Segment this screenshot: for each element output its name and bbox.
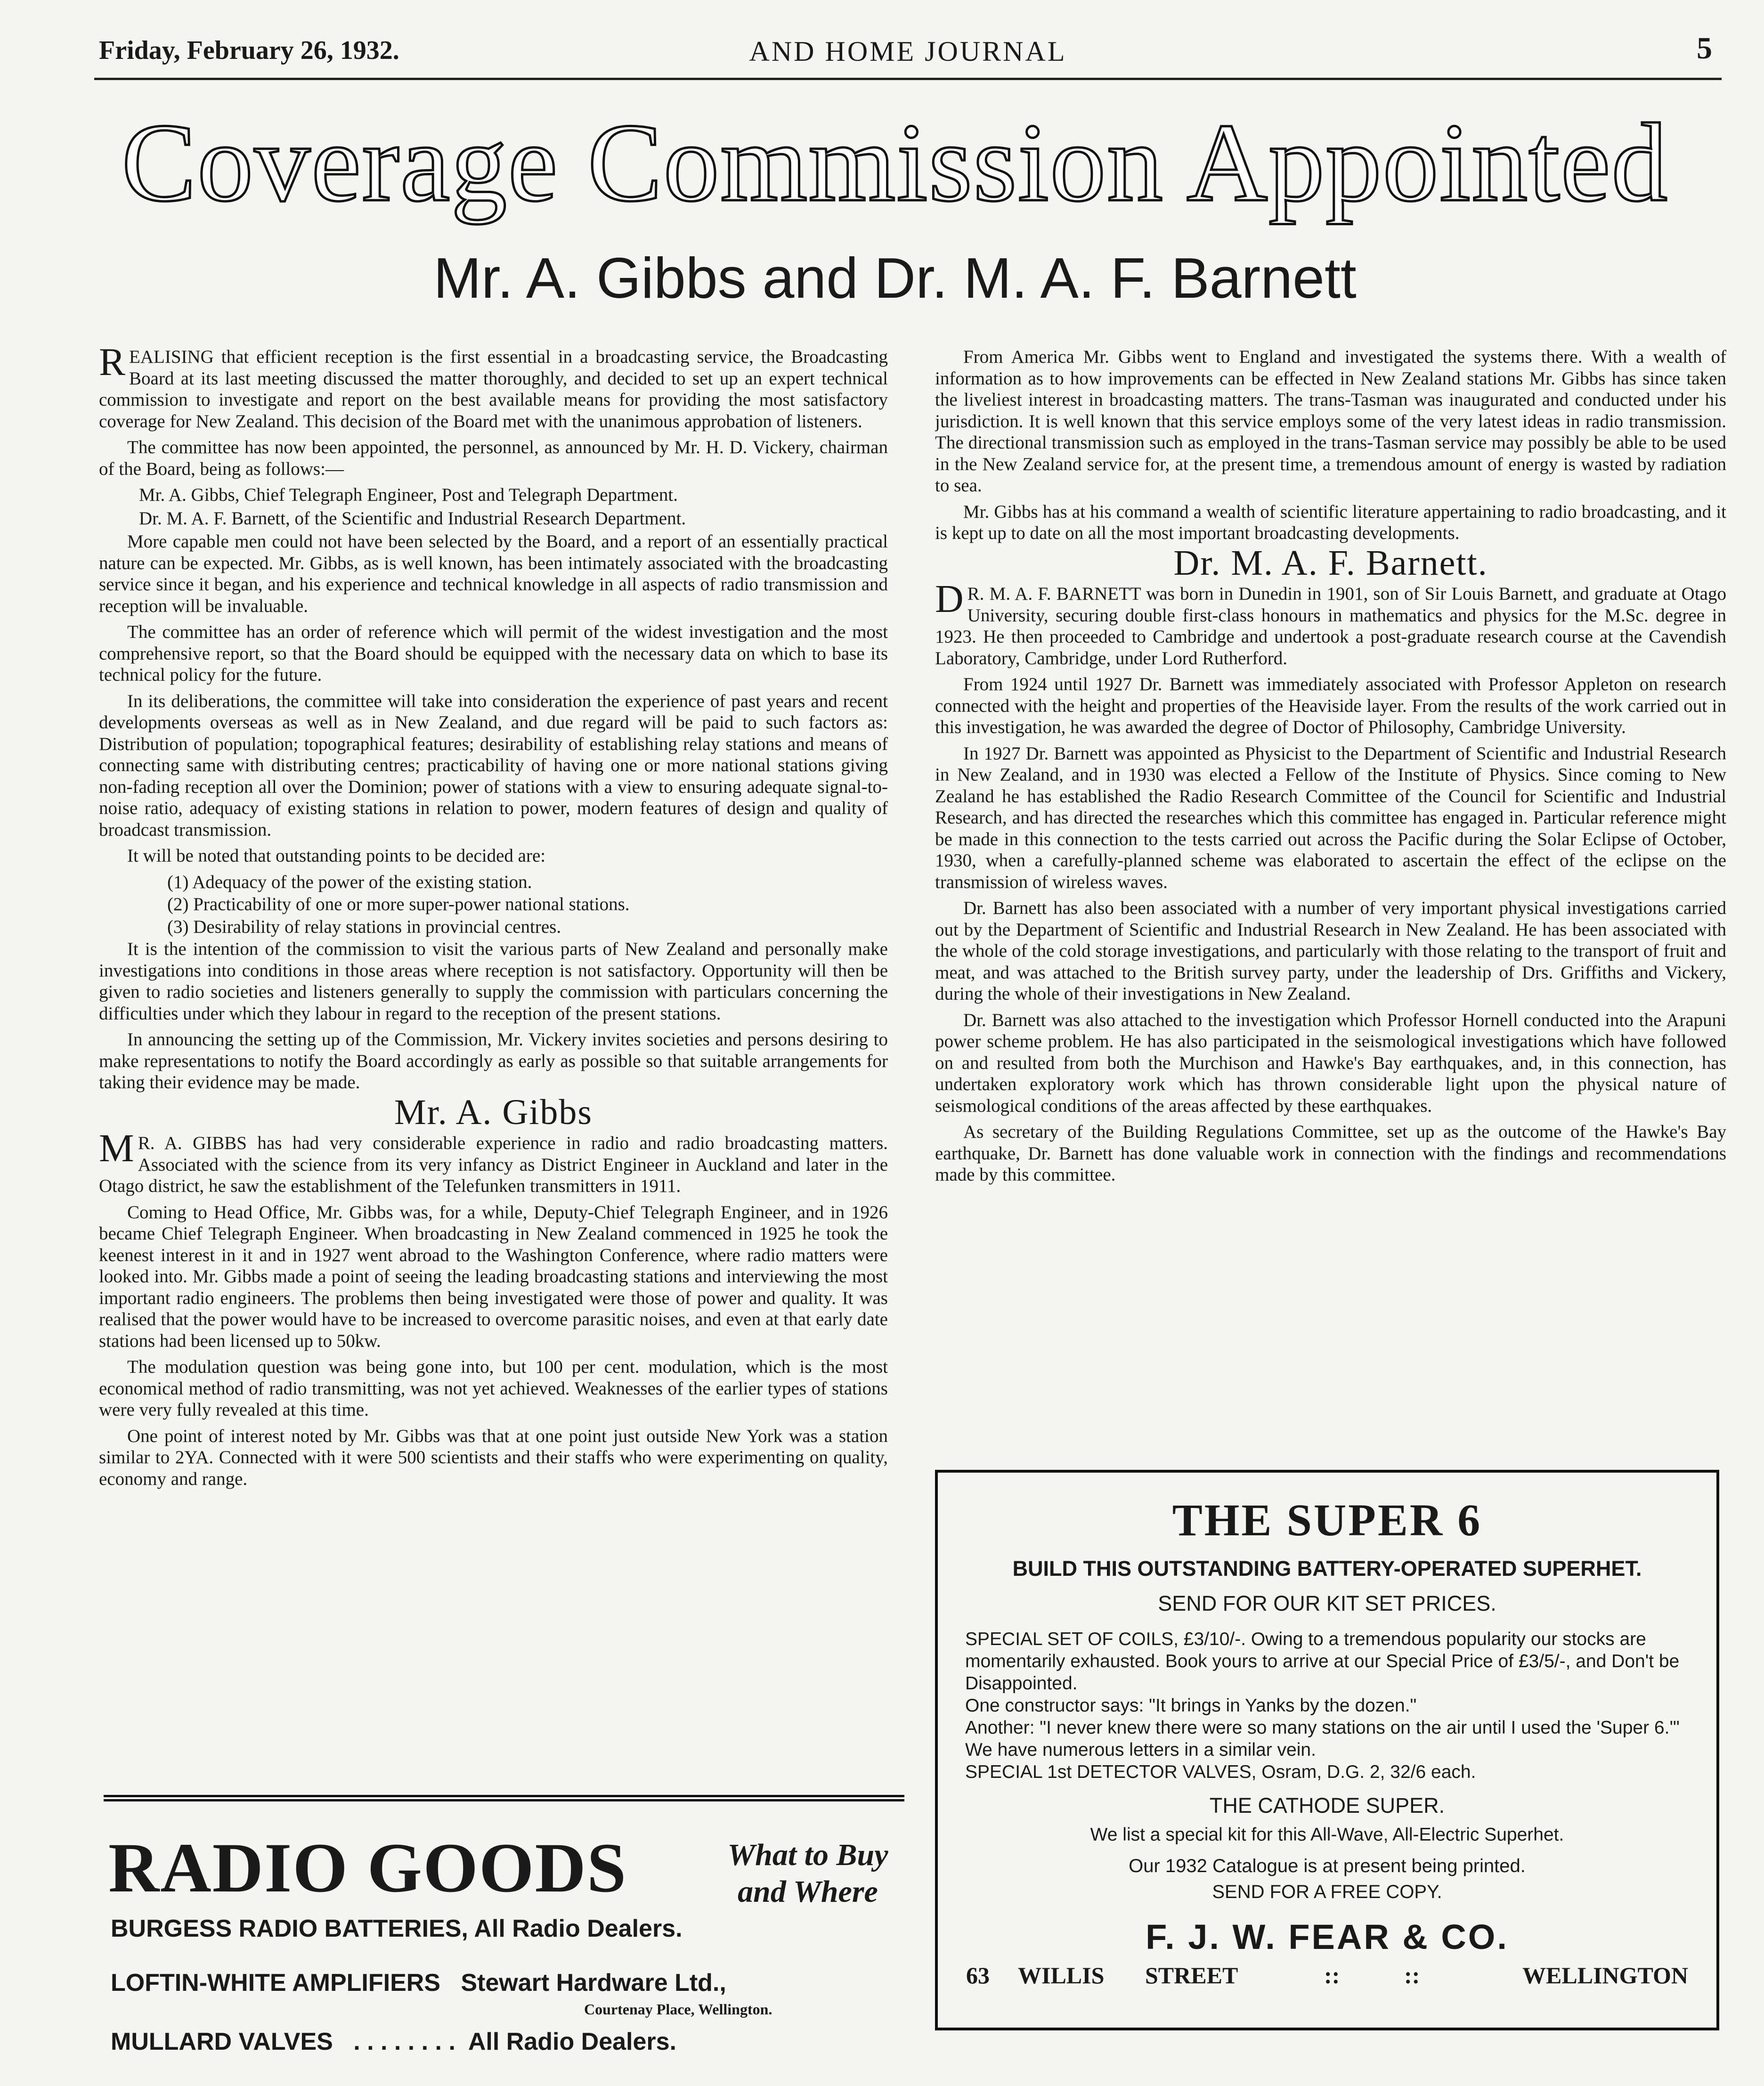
address-number: 63 <box>966 1962 990 1988</box>
super6-body-text: SPECIAL SET OF COILS, £3/10/-. Owing to a tremendous popularity our stocks are momentarily exhausted. Book yours to arrive at our Special Price of £3/5/-, and Don't be Disappointed. <box>965 1629 1680 1694</box>
paragraph: In announcing the setting up of the Commission, Mr. Vickery invites societies and persons desiring to make representations to notify the Board accordingly as early as possible so that suitable arrangements for taking their evidence may be made. <box>99 1029 888 1092</box>
intro-text: EALISING that efficient reception is the first essential in a broadcasting service, the Broadcasting Board at its last meeting discussed the matter thoroughly, and decided to set up an expert technical commission to investigate and report on the best available means for providing the most satisfactory coverage for New Zealand. This decision of the Board met with the unanimous approbation of listeners. <box>99 347 888 432</box>
paragraph: Coming to Head Office, Mr. Gibbs was, for a while, Deputy-Chief Telegraph Engineer, and in 1926 became Chief Telegraph Engineer. When broadcasting in New Zealand commenced in 1925 he took the keenest interest in it and in 1927 went abroad to the Washington Conference, where radio matters were looked into. Mr. Gibbs made a point of seeing the leading broadcasting stations and interviewing the most important radio engineers. The problems then being investigated were those of power and quality. It was realised that the power would have to be increased to overcome parasitic noises, and even at that early date stations had been licensed up to 50kw. <box>99 1202 888 1351</box>
address-separator: :: <box>1324 1962 1340 1988</box>
subheadline: Mr. A. Gibbs and Dr. M. A. F. Barnett <box>433 246 1357 310</box>
numbered-point: (3) Desirability of relay stations in provincial centres. <box>167 916 561 937</box>
paragraph: The modulation question was being gone into, but 100 per cent. modulation, which is the most economical method of radio transmitting, was not yet achieved. Weaknesses of the earlier types of stations were very fully revealed at this time. <box>99 1357 888 1420</box>
advert-row <box>111 2028 676 2056</box>
dropcap: R <box>99 346 126 384</box>
paragraph: It will be noted that outstanding points to be decided are: <box>127 846 546 866</box>
tagline-line: What to Buy <box>727 1838 888 1872</box>
paragraph: Dr. Barnett has also been associated with a number of very important physical investigations carried out by the Department of Scientific and Industrial Research in New Zealand. He has been associated with the whole of the cold storage investigations, and particularly with those relating to the transport of fruit and meat, and was attached to the British survey party, under the leadership of Drs. Griffiths and Vickery, during the whole of their investigations in New Zealand. <box>935 898 1726 1004</box>
barnett-intro-paragraph <box>935 577 1726 669</box>
company-address <box>966 1962 1688 1990</box>
paragraph: Dr. Barnett was also attached to the investigation which Professor Hornell conducted into the Arapuni power scheme problem. He has also participated in the seismological investigations which have followed on and resulted from both the Murchison and Hawke's Bay earthquakes, and, in this connection, has undertaken exploratory work which has thrown considerable light upon the physical nature of seismological conditions of the areas affected by these earthquakes. <box>935 1010 1726 1116</box>
paragraph: Mr. Gibbs has at his command a wealth of scientific literature appertaining to radio broadcasting, and it is kept up to date on all the most important broadcasting developments. <box>935 501 1726 543</box>
headline: Coverage Commission Appointed <box>121 101 1668 225</box>
page-number: 5 <box>1697 31 1712 65</box>
tagline-line: and Where <box>738 1874 878 1909</box>
dropcap: D <box>935 577 964 621</box>
advert-stockist: All Radio Dealers. <box>468 2028 677 2055</box>
committee-member: Mr. A. Gibbs, Chief Telegraph Engineer, Post and Telegraph Department. <box>139 485 678 505</box>
paragraph: From 1924 until 1927 Dr. Barnett was immediately associated with Professor Appleton on research connected with the height and properties of the Heaviside layer. From the results of the work carried out in this investigation, he was awarded the degree of Doctor of Philosophy, Cambridge University. <box>935 674 1726 737</box>
paragraph: The committee has now been appointed, the personnel, as announced by Mr. H. D. Vickery, chairman of the Board, being as follows:— <box>99 437 888 479</box>
paragraph: One point of interest noted by Mr. Gibbs was that at one point just outside New York was a station similar to 2YA. Connected with it were 500 scientists and their staffs who were experimenting on quality, economy and range. <box>99 1426 888 1489</box>
barnett-heading: Dr. M. A. F. Barnett. <box>1173 543 1488 583</box>
company-name: F. J. W. FEAR & CO. <box>1146 1917 1509 1956</box>
gibbs-intro-paragraph <box>99 1126 888 1197</box>
cathode-text: We list a special kit for this All-Wave, All-Electric Superhet. <box>1090 1825 1564 1845</box>
running-head <box>94 26 1722 80</box>
right-column <box>935 346 1726 1453</box>
barnett-intro-text: R. M. A. F. BARNETT was born in Dunedin in 1901, son of Sir Louis Barnett, and graduate at Otago University, securing double first-class honours in mathematics and physics for the M.Sc. degree in 1923. He then proceeded to Cambridge and undertook a post-graduate research course at the Cavendish Laboratory, Cambridge, under Lord Rutherford. <box>935 584 1726 668</box>
paragraph: The committee has an order of reference which will permit of the widest investigation and the most comprehensive report, so that the Board should be equipped with the necessary data on which to base its technical policy for the future. <box>99 622 888 685</box>
gibbs-heading: Mr. A. Gibbs <box>394 1092 593 1132</box>
super6-title: THE SUPER 6 <box>1172 1495 1482 1545</box>
paragraph: In 1927 Dr. Barnett was appointed as Physicist to the Department of Scientific and Industrial Research in New Zealand, and in 1930 was elected a Fellow of the Institute of Physics. Since coming to New Zealand he has established the Radio Research Committee of the Council for Scientific and Industrial Research, and has directed the researches which this committee has engaged in. Particular reference might be made in this connection to the tests carried out across the Pacific during the Solar Eclipse of October, 1930, when a carefully-planned scheme was elaborated to ascertain the effect of the eclipse on the transmission of wireless waves. <box>935 743 1726 892</box>
super6-line: BUILD THIS OUTSTANDING BATTERY-OPERATED SUPERHET. <box>1012 1556 1642 1581</box>
free-copy-text: SEND FOR A FREE COPY. <box>1212 1882 1442 1902</box>
address-city: WELLINGTON <box>1522 1962 1688 1988</box>
address-separator: :: <box>1404 1962 1420 1988</box>
committee-member: Dr. M. A. F. Barnett, of the Scientific and Industrial Research Department. <box>139 508 686 529</box>
cathode-heading: THE CATHODE SUPER. <box>1209 1793 1445 1817</box>
numbered-point: (2) Practicability of one or more super-power national stations. <box>167 894 630 914</box>
dropcap: M <box>99 1126 134 1170</box>
radio-goods-tagline <box>707 1837 909 1910</box>
super6-body-text: Another: "I never knew there were so many stations on the air until I used the 'Super 6.'" <box>965 1718 1680 1738</box>
super6-line: SEND FOR OUR KIT SET PRICES. <box>1158 1591 1496 1615</box>
stockist-address: Courtenay Place, Wellington. <box>584 2001 772 2018</box>
catalogue-text: Our 1932 Catalogue is at present being printed. <box>1129 1856 1526 1876</box>
paragraph: It is the intention of the commission to visit the various parts of New Zealand and personally make investigations into conditions in those areas where reception is not satisfactory. Opportunity will then be given to radio societies and listeners generally to supply the commission with particulars concerning the difficulties under which they labour in regard to the reception of the present stations. <box>99 939 888 1024</box>
advert-stockist: Stewart Hardware Ltd., <box>461 1969 726 1996</box>
gibbs-intro-text: R. A. GIBBS has had very considerable experience in radio and radio broadcasting matters. Associated with the science from its very infancy as District Engineer in Auckland and later in the Otago district, he saw the establishment of the Telefunken transmitters in 1911. <box>99 1133 888 1196</box>
paragraph: In its deliberations, the committee will take into consideration the experience of past years and recent developments overseas as well as in New Zealand, and due regard will be paid to such factors as: Distribution of population; topographical features; desirability of establishing relay stations and means of connecting same with distributing centres; practicability of having one or more national stations giving non-fading reception all over the Dominion; power of stations with a view to ensuring adequate signal-to-noise ratio, adequacy of existing stations in relation to power, modern features of design and quality of broadcast transmission. <box>99 691 888 840</box>
super6-body-text: SPECIAL 1st DETECTOR VALVES, Osram, D.G. 2, 32/6 each. <box>965 1762 1476 1782</box>
super6-advert <box>935 1470 1719 2030</box>
super6-body <box>965 1628 1694 1783</box>
address-street: STREET <box>1145 1962 1238 1988</box>
paragraph: More capable men could not have been selected by the Board, and a report of an essentially practical nature can be expected. Mr. Gibbs, as is well known, has been intimately associated with the broadcasting service since it began, and his experience and technical knowledge in all aspects of radio transmission and reception will be invaluable. <box>99 531 888 616</box>
address-street: WILLIS <box>1018 1962 1105 1988</box>
radio-goods-title: RADIO GOODS <box>108 1829 627 1907</box>
advert-stockist: All Radio Dealers. <box>474 1915 683 1942</box>
super6-body-text: One constructor says: "It brings in Yanks by the dozen." <box>965 1695 1417 1716</box>
super6-body-text: We have numerous letters in a similar vein. <box>965 1740 1316 1760</box>
journal-name: AND HOME JOURNAL <box>749 36 1067 67</box>
leader-dots: . . . . . . . . <box>353 2028 455 2055</box>
paragraph: From America Mr. Gibbs went to England and investigated the systems there. With a wealth of information as to how improvements can be effected in New Zealand stations Mr. Gibbs has since taken the liveliest interest in broadcasting matters. The trans-Tasman was inaugurated and conducted under his jurisdiction. It is well known that this service employs some of the very latest ideas in radio transmission. The directional transmission such as employed in the trans-Tasman service may possibly be able to be used in the New Zealand service for, at the present time, a tremendous amount of energy is wasted by radiation to sea. <box>935 347 1726 496</box>
paragraph: As secretary of the Building Regulations Committee, set up as the outcome of the Hawke's Bay earthquake, Dr. Barnett has done valuable work in connection with the findings and recommendations made by this committee. <box>935 1122 1726 1185</box>
intro-paragraph <box>99 346 888 432</box>
advert-item: BURGESS RADIO BATTERIES, <box>111 1915 468 1942</box>
advert-item: LOFTIN-WHITE AMPLIFIERS <box>111 1969 440 1996</box>
issue-date: Friday, February 26, 1932. <box>99 36 399 65</box>
radio-goods-advert <box>104 1795 904 2056</box>
advert-item: MULLARD VALVES <box>111 2028 333 2055</box>
advert-row <box>111 1969 726 1997</box>
numbered-point: (1) Adequacy of the power of the existing station. <box>167 872 532 892</box>
advert-row <box>111 1915 683 1943</box>
left-column <box>99 346 888 1781</box>
